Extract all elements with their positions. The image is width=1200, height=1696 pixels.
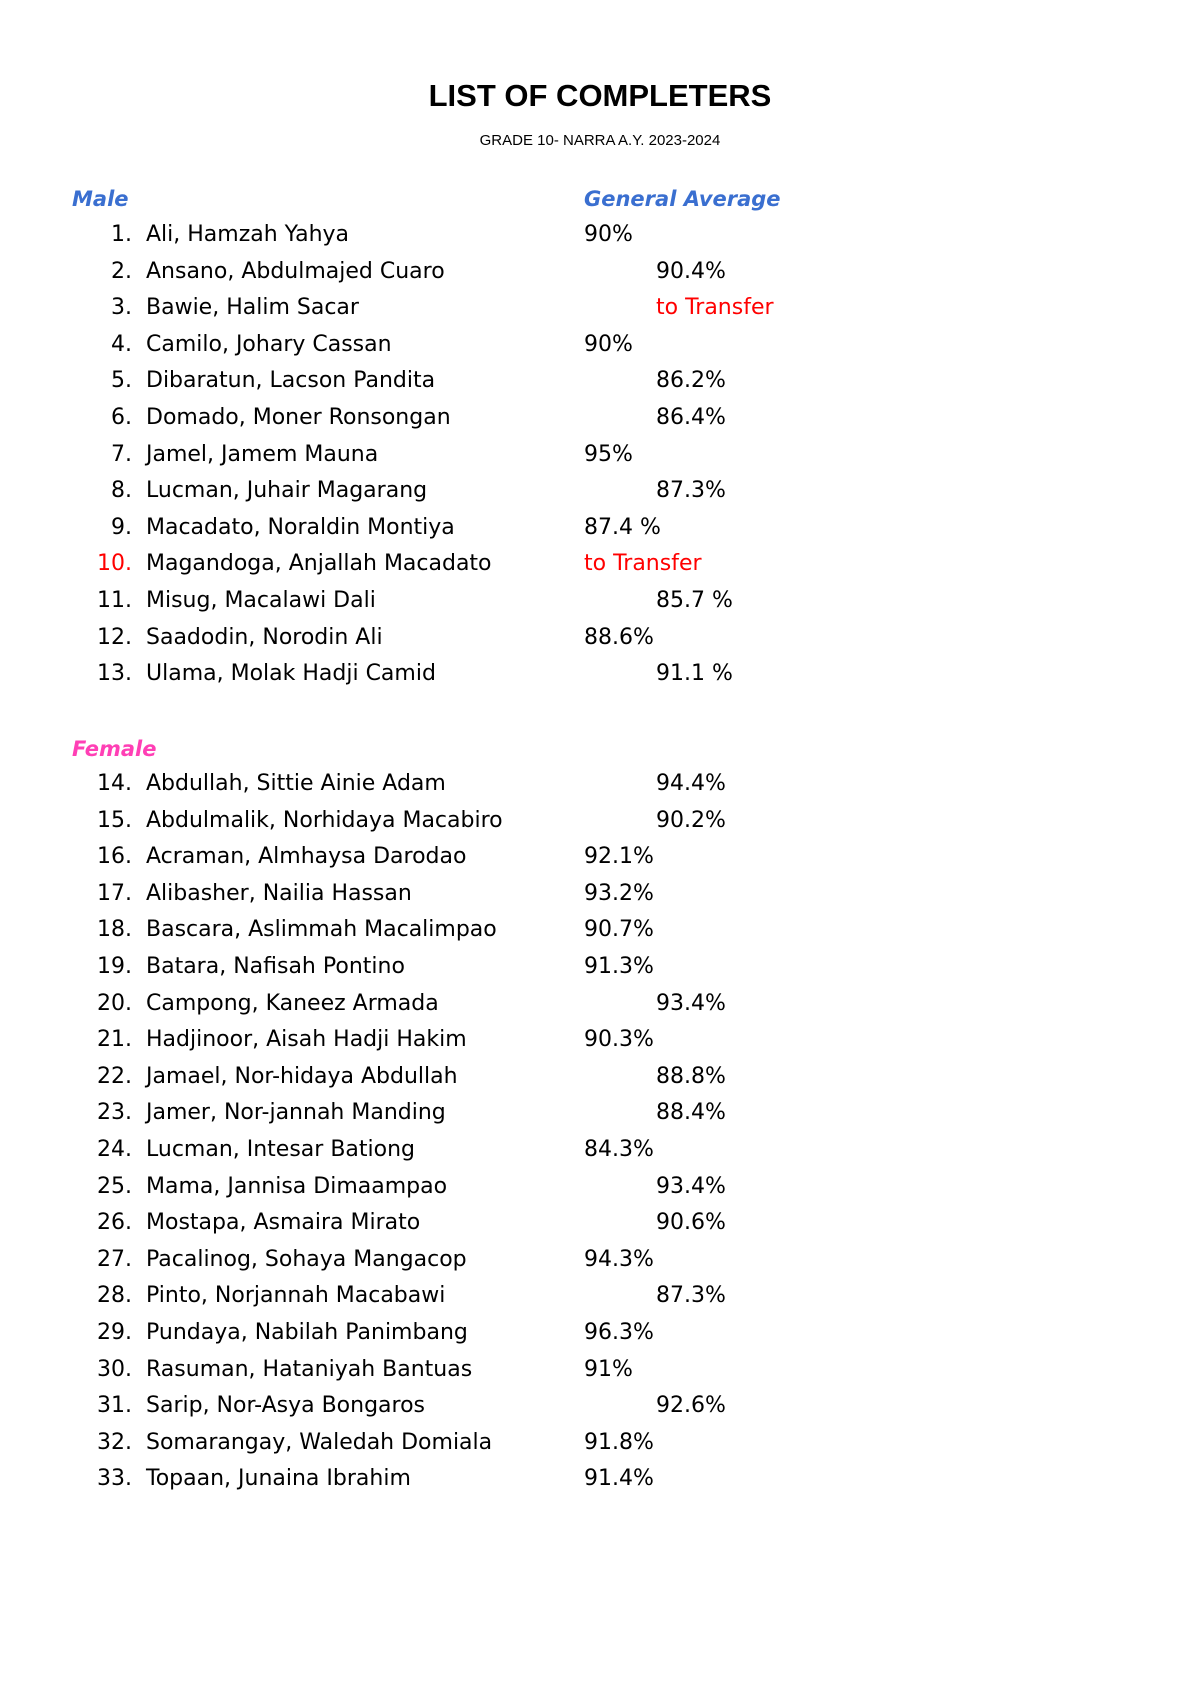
student-name: Abdulmalik, Norhidaya Macabiro [146, 807, 503, 833]
list-item [0, 625, 1200, 661]
general-average-value: 90.3% [584, 1027, 654, 1053]
general-average-value: 91.8% [584, 1429, 654, 1455]
general-average-value: 96.3% [584, 1320, 654, 1345]
item-number: 6. [111, 405, 132, 430]
general-average-value: 86.4% [656, 405, 726, 430]
list-item [0, 222, 1200, 258]
general-average-value: 93.2% [584, 880, 654, 906]
list-item [0, 1027, 1200, 1063]
list-item [0, 1430, 1200, 1466]
list-item [0, 881, 1200, 917]
list-item [0, 1210, 1200, 1246]
list-item [0, 588, 1200, 624]
student-name: Misug, Macalawi Dali [146, 588, 376, 613]
list-item [0, 551, 1200, 587]
item-number: 2. [111, 258, 132, 284]
student-name: Somarangay, Waledah Domiala [146, 1429, 493, 1455]
student-name: Jamel, Jamem Mauna [146, 441, 379, 467]
item-number: 14. [97, 771, 132, 796]
item-number: 1. [111, 222, 132, 247]
general-average-value: 91.4% [584, 1466, 654, 1492]
transfer-status: to Transfer [584, 551, 702, 577]
item-number: 19. [97, 954, 132, 979]
list-item [0, 661, 1200, 697]
general-average-value: 90% [584, 331, 633, 357]
page-title: LIST OF COMPLETERS [428, 78, 772, 113]
student-name: Jamer, Nor-jannah Manding [146, 1100, 446, 1126]
list-item [0, 1100, 1200, 1136]
list-item [0, 259, 1200, 295]
student-name: Domado, Moner Ronsongan [146, 405, 451, 430]
student-name: Pacalinog, Sohaya Mangacop [146, 1246, 467, 1272]
list-item [0, 1247, 1200, 1283]
item-number: 33. [97, 1466, 132, 1492]
student-name: Alibasher, Nailia Hassan [146, 880, 412, 906]
general-average-value: 87.3% [656, 1283, 726, 1309]
item-number: 20. [97, 990, 132, 1016]
general-average-value: 88.8% [656, 1063, 726, 1089]
student-name: Jamael, Nor-hidaya Abdullah [146, 1063, 458, 1089]
general-average-value: 94.4% [656, 771, 726, 796]
list-item [0, 771, 1200, 807]
item-number: 3. [111, 295, 132, 321]
list-item [0, 1466, 1200, 1502]
general-average-value: 88.4% [656, 1100, 726, 1126]
item-number: 4. [111, 331, 132, 357]
student-name: Macadato, Noraldin Montiya [146, 514, 455, 540]
item-number: 12. [97, 624, 132, 650]
item-number: 27. [97, 1246, 132, 1272]
general-average-value: 92.6% [656, 1393, 726, 1419]
list-item [0, 332, 1200, 368]
student-name: Ansano, Abdulmajed Cuaro [146, 258, 445, 284]
item-number: 24. [97, 1137, 132, 1162]
student-name: Dibaratun, Lacson Pandita [146, 368, 436, 394]
student-name: Mostapa, Asmaira Mirato [146, 1210, 421, 1236]
list-item [0, 405, 1200, 441]
list-item [0, 1137, 1200, 1173]
student-name: Ulama, Molak Hadji Camid [146, 661, 436, 687]
item-number: 31. [97, 1393, 132, 1419]
item-number: 30. [97, 1356, 132, 1382]
list-item [0, 368, 1200, 404]
male-section-label: Male [72, 187, 129, 211]
general-average-value: 90% [584, 222, 633, 247]
list-item [0, 917, 1200, 953]
item-number: 32. [97, 1429, 132, 1455]
general-average-value: 91.3% [584, 954, 654, 979]
list-item [0, 1174, 1200, 1210]
student-name: Topaan, Junaina Ibrahim [146, 1466, 411, 1492]
student-name: Ali, Hamzah Yahya [146, 222, 350, 247]
item-number: 21. [97, 1027, 132, 1053]
transfer-status: to Transfer [656, 295, 774, 321]
student-name: Camilo, Johary Cassan [146, 331, 392, 357]
student-name: Rasuman, Hataniyah Bantuas [146, 1356, 473, 1382]
item-number: 16. [97, 844, 132, 870]
item-number: 9. [111, 514, 132, 540]
item-number: 5. [111, 368, 132, 394]
item-number: 7. [111, 441, 132, 467]
student-name: Pundaya, Nabilah Panimbang [146, 1320, 468, 1345]
general-average-column-label: General Average [584, 187, 781, 211]
general-average-value: 93.4% [656, 990, 726, 1016]
general-average-value: 91% [584, 1356, 633, 1382]
item-number: 10. [97, 551, 132, 577]
list-item [0, 295, 1200, 331]
general-average-value: 87.4 % [584, 514, 661, 540]
student-name: Campong, Kaneez Armada [146, 990, 439, 1016]
general-average-value: 88.6% [584, 624, 654, 650]
item-number: 15. [97, 807, 132, 833]
general-average-value: 90.7% [584, 917, 654, 943]
item-number: 29. [97, 1320, 132, 1345]
general-average-value: 84.3% [584, 1137, 654, 1162]
general-average-value: 93.4% [656, 1173, 726, 1199]
student-name: Sarip, Nor-Asya Bongaros [146, 1393, 425, 1419]
student-name: Pinto, Norjannah Macabawi [146, 1283, 446, 1309]
general-average-value: 92.1% [584, 844, 654, 870]
general-average-value: 90.6% [656, 1210, 726, 1236]
item-number: 25. [97, 1173, 132, 1199]
item-number: 11. [97, 588, 132, 613]
page-subtitle: GRADE 10- NARRA A.Y. 2023-2024 [479, 132, 721, 149]
student-name: Abdullah, Sittie Ainie Adam [146, 771, 446, 796]
student-name: Lucman, Juhair Magarang [146, 478, 428, 504]
general-average-value: 94.3% [584, 1246, 654, 1272]
list-item [0, 1064, 1200, 1100]
student-name: Lucman, Intesar Bationg [146, 1137, 416, 1162]
general-average-value: 85.7 % [656, 588, 733, 613]
list-item [0, 1393, 1200, 1429]
item-number: 17. [97, 880, 132, 906]
student-name: Mama, Jannisa Dimaampao [146, 1173, 448, 1199]
general-average-value: 95% [584, 441, 633, 467]
item-number: 28. [97, 1283, 132, 1309]
list-item [0, 1320, 1200, 1356]
list-item [0, 808, 1200, 844]
item-number: 26. [97, 1210, 132, 1236]
list-item [0, 442, 1200, 478]
student-name: Saadodin, Norodin Ali [146, 624, 383, 650]
female-section-label: Female [72, 737, 157, 761]
general-average-value: 90.2% [656, 807, 726, 833]
student-name: Magandoga, Anjallah Macadato [146, 551, 492, 577]
list-item [0, 991, 1200, 1027]
list-item [0, 844, 1200, 880]
student-name: Batara, Nafisah Pontino [146, 954, 405, 979]
item-number: 13. [97, 661, 132, 687]
item-number: 22. [97, 1063, 132, 1089]
student-name: Bawie, Halim Sacar [146, 295, 359, 321]
student-name: Hadjinoor, Aisah Hadji Hakim [146, 1027, 467, 1053]
item-number: 18. [97, 917, 132, 943]
list-item [0, 478, 1200, 514]
general-average-value: 91.1 % [656, 661, 733, 687]
item-number: 8. [111, 478, 132, 504]
general-average-value: 87.3% [656, 478, 726, 504]
list-item [0, 1283, 1200, 1319]
list-item [0, 515, 1200, 551]
list-item [0, 1357, 1200, 1393]
item-number: 23. [97, 1100, 132, 1126]
general-average-value: 90.4% [656, 258, 726, 284]
general-average-value: 86.2% [656, 368, 726, 394]
student-name: Acraman, Almhaysa Darodao [146, 844, 467, 870]
student-name: Bascara, Aslimmah Macalimpao [146, 917, 497, 943]
list-item [0, 954, 1200, 990]
